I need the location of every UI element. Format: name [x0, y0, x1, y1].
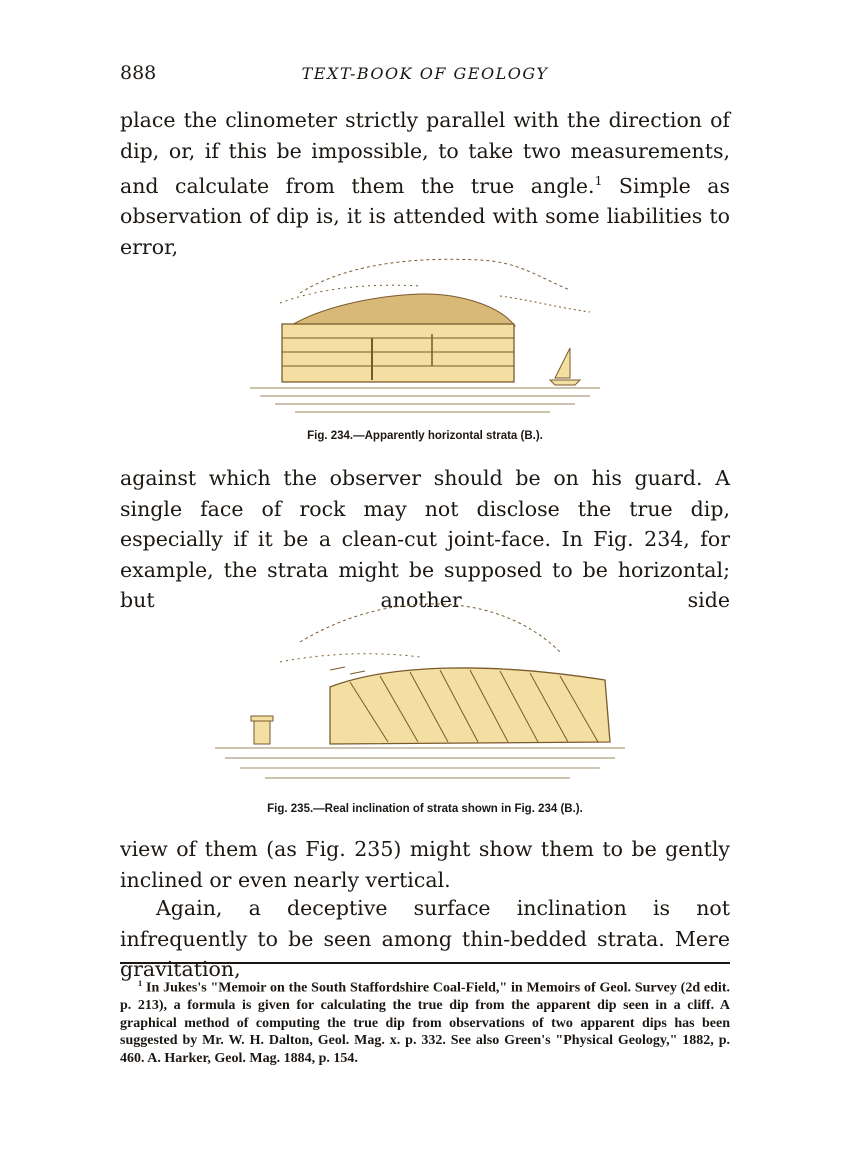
cliff-face: [282, 324, 514, 382]
birds: [330, 667, 365, 674]
sailboat-sail: [555, 348, 570, 378]
footnote: [120, 975, 730, 1067]
cliff-top-vegetation: [290, 294, 515, 326]
tower-ruin: [254, 720, 270, 744]
sailboat-hull: [550, 380, 580, 385]
sky-cloud-1: [300, 604, 560, 652]
running-title: TEXT-BOOK OF GEOLOGY: [301, 64, 549, 83]
sky-cloud-3: [500, 296, 590, 312]
footnote-text: In Jukes's "Memoir on the South Staffordshire Coal-Field," in Memoirs of Geol. Survey (2d edit. p. 213), a formula is given for calculating the true dip from the apparent dip seen in a cliff. A graphical method of computing the true dip from observations of two apparent dips has been suggested by Mr. W. H. Dalton, Geol. Mag. x. p. 332. See also Green's "Physical Geology," 1882, p. 460. A. Harker, Geol. Mag. 1884, p. 154.: [120, 980, 730, 1066]
figure-235-caption: Fig. 235.—Real inclination of strata shown in Fig. 234 (B.).: [267, 803, 583, 815]
sky-cloud-1: [300, 259, 570, 293]
page-header: [120, 62, 730, 92]
figure-234-illustration: [240, 238, 610, 424]
footnote-reference: 1: [594, 174, 603, 188]
paragraph-4: Again, a deceptive surface inclination is not infrequently to be seen among thin-bedded strata. Mere gravitation,: [120, 896, 730, 981]
sky-cloud-2: [280, 654, 420, 662]
figure-234-caption: Fig. 234.—Apparently horizontal strata (B.).: [307, 430, 543, 442]
footnote-rule: [120, 962, 730, 964]
figure-235-illustration: [210, 592, 630, 796]
paragraph-2: against which the observer should be on his guard. A single face of rock may not disclose the true dip, especially if it be a clean-cut joint-face. In Fig. 234, for example, the strata might be supposed to be horizontal; but another side: [120, 466, 730, 612]
paragraph-3: view of them (as Fig. 235) might show them to be gently inclined or even nearly vertical.: [120, 837, 730, 892]
tower-ruin-top: [251, 716, 273, 721]
footnote-mark: 1: [138, 979, 143, 988]
inclined-cliff: [330, 668, 610, 744]
page-number: 888: [120, 62, 157, 84]
paragraph-1-text: place the clinometer strictly parallel with the direction of dip, or, if this be impossible, to take two measurements, and calculate from them the true angle.: [120, 108, 730, 198]
paragraph-1-continued: Simple as observation of dip is, it is attended with some liabilities to error,: [120, 173, 730, 259]
